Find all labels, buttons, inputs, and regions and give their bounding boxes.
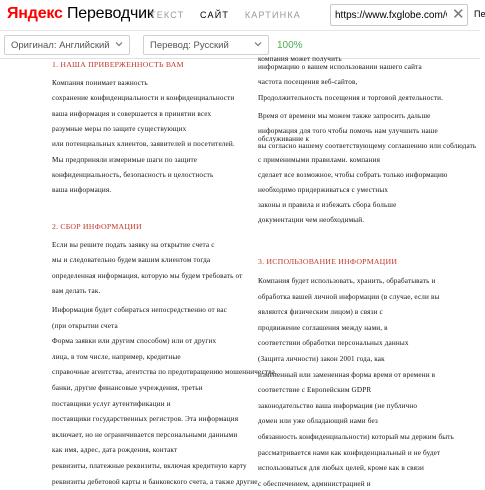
section-heading: 2. СБОР ИНФОРМАЦИИ [52,222,142,231]
paragraph-line: или потенциальных клиентов, заявителей и посетителей. [52,140,235,149]
paragraph-line: Компания понимает важность [52,79,148,87]
chevron-down-icon [253,39,263,49]
paragraph-line: являются физическим лицом) в связи с [258,308,383,317]
paragraph-line: как имя, адрес, дата рождения, контакт [52,446,178,455]
paragraph-line: частота посещения веб-сайтов, [258,78,358,86]
paragraph-line: обработка вашей личной информации (в случае, если вы [258,292,440,301]
paragraph-line: с обеспечением, администрацией и [258,479,371,488]
paragraph-line: рассматривается нами как конфиденциальный и не будет [258,448,441,457]
logo-service: Переводчик [66,5,154,22]
paragraph-line: сделает все возможное, чтобы собрать только информацию [258,171,448,179]
paragraph-line: банки, другие финансовые учреждения, третьи [52,384,203,392]
paragraph-line: поставщики государственных регистров. Эта информация [52,415,239,424]
paragraph-line: (при открытии счета [52,321,118,330]
target-language-label: Перевод: Русский [150,40,229,51]
paragraph-line: компания может получить [258,55,342,63]
translated-document [0,55,480,490]
paragraph-line: вы согласно нашему соответствующему соглашению или соблюдать [258,142,477,150]
paragraph-line: законодательство ваша информация (не публично [258,401,418,410]
source-language-select[interactable] [4,35,130,55]
paragraph-line: вам делать так. [52,286,101,295]
target-language-select[interactable] [143,35,269,55]
paragraph-line: продвижение соглашения между нами, в [258,323,388,332]
tab-site[interactable]: САЙТ [200,10,230,20]
paragraph-line: определенная информация, которую мы будем требовать от [52,271,243,280]
paragraph-line: включает, но не ограничивается персональными данными [52,430,238,439]
logo-brand: Яндекс [7,5,63,22]
paragraph-line: Форма заявки или другим способом) или от других [52,337,217,346]
paragraph-line: необходимо придерживаться с уместных [258,186,389,194]
translate-go-button[interactable]: Пе [474,9,485,19]
paragraph-line: сохранение конфиденциальности и конфиденциальности [52,94,235,103]
clear-url-icon[interactable]: ✕ [452,6,465,23]
paragraph-line: законы и правила и избежать сбора больше [258,201,397,209]
paragraph-line: реквизиты, платежные реквизиты, включая кредитную карту [52,462,247,470]
tab-text[interactable]: ТЕКСТ [150,10,185,20]
paragraph-line: соответствии обработки персональных данных [258,339,409,348]
paragraph-line: Информация будет собираться непосредственно от вас [52,306,227,314]
chevron-down-icon [114,39,124,49]
progress-percent: 100% [277,40,303,51]
paragraph-line: ваша информация. [52,186,112,195]
paragraph-line: Компания будет использовать, хранить, обрабатывать и [258,277,436,285]
paragraph-line: поставщики услуг аутентификации и [52,399,171,408]
url-field-box [330,4,468,26]
section-heading: 1. НАША ПРИВЕРЖЕННОСТЬ ВАМ [52,60,184,69]
paragraph-line: Время от времени мы можем также запросить дальше [258,112,431,120]
paragraph-line: справочные агентства, агентства по предотвращению мошенничества, [52,368,277,377]
paragraph-line: домен или уже обладающий нами без [258,417,378,426]
paragraph-line: ваша информация и совершается в принятии всех [52,109,212,118]
paragraph-line: мы и следовательно будем вашим клиентом тогда [52,256,211,265]
paragraph-line: Если вы решите подать заявку на открытие счета с [52,241,215,249]
paragraph-line: конфиденциальность, безопасность и целостность [52,170,214,179]
language-bar [0,31,480,59]
paragraph-line: Продолжительность посещения и торговой деятельности. [258,94,444,102]
header-bar [0,0,485,31]
paragraph-line: информацию о вашем использовании нашего сайта [258,63,422,71]
source-language-label: Оригинал: Английский [11,40,110,51]
url-input[interactable] [335,8,447,23]
mode-tabs [150,10,313,20]
paragraph-line: (Защита личности) закон 2001 года, как [258,355,385,363]
paragraph-line: измененный или замененная форма время от времени в [258,370,436,379]
paragraph-line: обязанность конфиденциальности) который мы держим быть [258,433,454,441]
yandex-translate-logo[interactable] [7,5,154,23]
section-heading: 3. ИСПОЛЬЗОВАНИЕ ИНФОРМАЦИИ [258,257,398,266]
paragraph-line: информация для того чтобы помочь нам улучшить наше [258,127,438,135]
paragraph-line: документации чем необходимый. [258,216,365,224]
paragraph-line: лица, в том числе, например, кредитные [52,352,181,361]
paragraph-line: реквизиты дебетовой карты и банковского счета, а также другие [52,477,258,486]
paragraph-line: разумные меры по защите существующих [52,124,187,133]
paragraph-line: обслуживание к [258,135,310,143]
tab-picture[interactable]: КАРТИНКА [244,10,301,20]
paragraph-line: Мы предприняли измеримые шаги по защите [52,155,198,164]
paragraph-line: использоваться для любых целей, кроме как в связи [258,464,425,473]
paragraph-line: соответствие с Европейским GDPR [258,386,372,395]
paragraph-line: с применимыми правилами. компания [258,156,381,164]
